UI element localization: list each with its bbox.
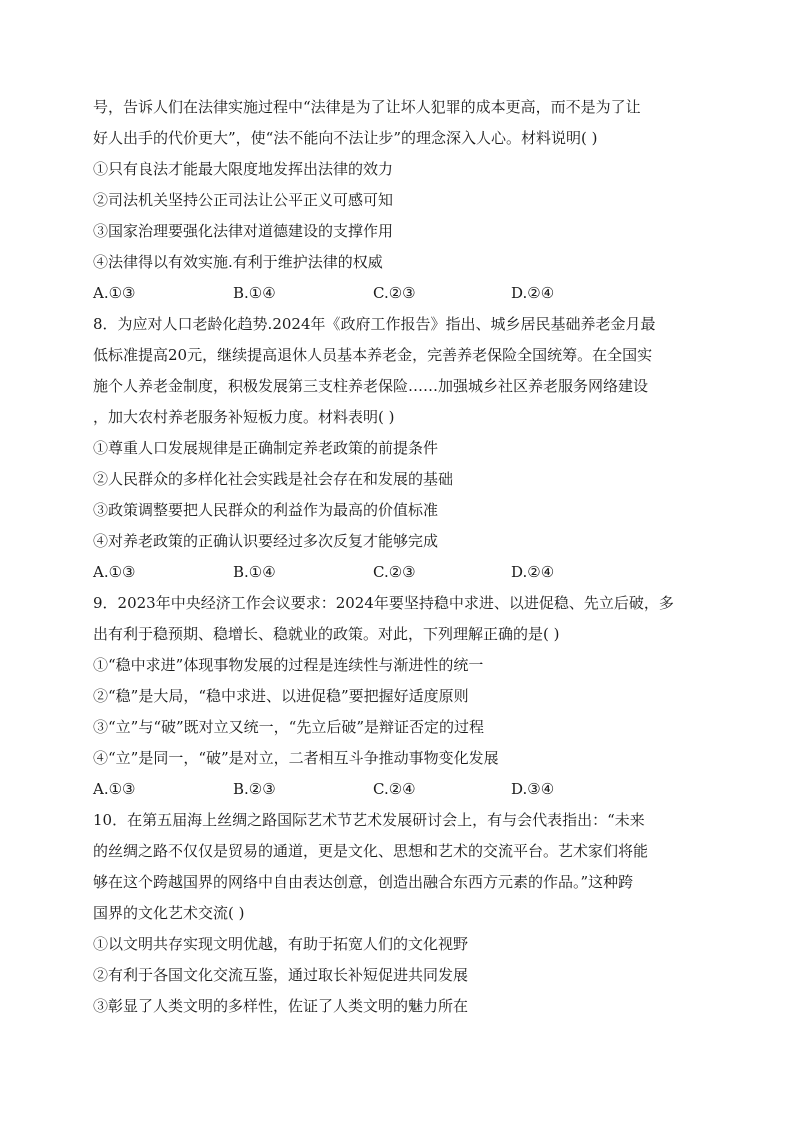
answer-choice-d[interactable]: D.②④ [511, 284, 555, 302]
answer-choice-b[interactable]: B.①④ [233, 563, 276, 581]
option-statement: ②有利于各国文化交流互鉴，通过取长补短促进共同发展 [93, 966, 469, 984]
question-stem-line: 低标准提高20元，继续提高退休人员基本养老金，完善养老保险全国统筹。在全国实 [93, 346, 653, 364]
answer-choices [93, 557, 703, 588]
answer-choice-a[interactable]: A.①③ [93, 780, 136, 798]
question-stem-line: 的丝绸之路不仅仅是贸易的通道，更是文化、思想和艺术的交流平台。艺术家们将能 [93, 842, 649, 860]
question-stem-line: 国界的文化艺术交流( ) [93, 904, 245, 922]
exam-page [93, 92, 703, 1022]
option-statement: ④“立”是同一，“破”是对立，二者相互斗争推动事物变化发展 [93, 749, 499, 767]
question-10 [93, 805, 703, 1022]
question-7 [93, 92, 703, 309]
option-statement: ②司法机关坚持公正司法让公平正义可感可知 [93, 191, 394, 209]
answer-choice-c[interactable]: C.②③ [373, 284, 416, 302]
option-statement: ③政策调整要把人民群众的利益作为最高的价值标准 [93, 501, 439, 519]
option-statement: ①以文明共存实现文明优越，有助于拓宽人们的文化视野 [93, 935, 469, 953]
answer-choice-a[interactable]: A.①③ [93, 284, 136, 302]
option-statement: ④法律得以有效实施.有利于维护法律的权威 [93, 253, 383, 271]
option-statement: ③彰显了人类文明的多样性，佐证了人类文明的魅力所在 [93, 997, 469, 1015]
option-statement: ②人民群众的多样化社会实践是社会存在和发展的基础 [93, 470, 454, 488]
option-statement: ①只有良法才能最大限度地发挥出法律的效力 [93, 160, 394, 178]
question-stem-line: 出有利于稳预期、稳增长、稳就业的政策。对此，下列理解正确的是( ) [93, 625, 560, 643]
option-statement: ③“立”与“破”既对立又统一，“先立后破”是辩证否定的过程 [93, 718, 485, 736]
answer-choice-b[interactable]: B.②③ [233, 780, 276, 798]
answer-choice-d[interactable]: D.②④ [511, 563, 555, 581]
option-statement: ②“稳”是大局，“稳中求进、以进促稳”要把握好适度原则 [93, 687, 469, 705]
answer-choices [93, 278, 703, 309]
answer-choice-c[interactable]: C.②③ [373, 563, 416, 581]
option-statement: ①尊重人口发展规律是正确制定养老政策的前提条件 [93, 439, 439, 457]
option-statement: ①“稳中求进”体现事物发展的过程是连续性与渐进性的统一 [93, 656, 484, 674]
question-stem-line: 号，告诉人们在法律实施过程中“法律是为了让坏人犯罪的成本更高，而不是为了让 [93, 98, 641, 116]
answer-choice-c[interactable]: C.②④ [373, 780, 416, 798]
question-stem-line: 施个人养老金制度，积极发展第三支柱养老保险……加强城乡社区养老服务网络建设 [93, 377, 649, 395]
question-stem-line: 够在这个跨越国界的网络中自由表达创意，创造出融合东西方元素的作品。”这种跨 [93, 873, 634, 891]
question-8 [93, 309, 703, 588]
question-stem-line: 好人出手的代价更大”，使“法不能向不法让步”的理念深入人心。材料说明( ) [93, 129, 598, 147]
question-9 [93, 588, 703, 805]
question-stem-line: 9．2023年中央经济工作会议要求：2024年要坚持稳中求进、以进促稳、先立后破，多 [93, 594, 674, 612]
question-stem-line: 10．在第五届海上丝绸之路国际艺术节艺术发展研讨会上，有与会代表指出：“未来 [93, 811, 645, 829]
answer-choice-d[interactable]: D.③④ [511, 780, 555, 798]
answer-choices [93, 774, 703, 805]
answer-choice-b[interactable]: B.①④ [233, 284, 276, 302]
question-stem-line: ，加大农村养老服务补短板力度。材料表明( ) [93, 408, 395, 426]
answer-choice-a[interactable]: A.①③ [93, 563, 136, 581]
question-stem-line: 8．为应对人口老龄化趋势.2024年《政府工作报告》指出、城乡居民基础养老金月最 [93, 315, 656, 333]
option-statement: ③国家治理要强化法律对道德建设的支撑作用 [93, 222, 394, 240]
option-statement: ④对养老政策的正确认识要经过多次反复才能够完成 [93, 532, 439, 550]
